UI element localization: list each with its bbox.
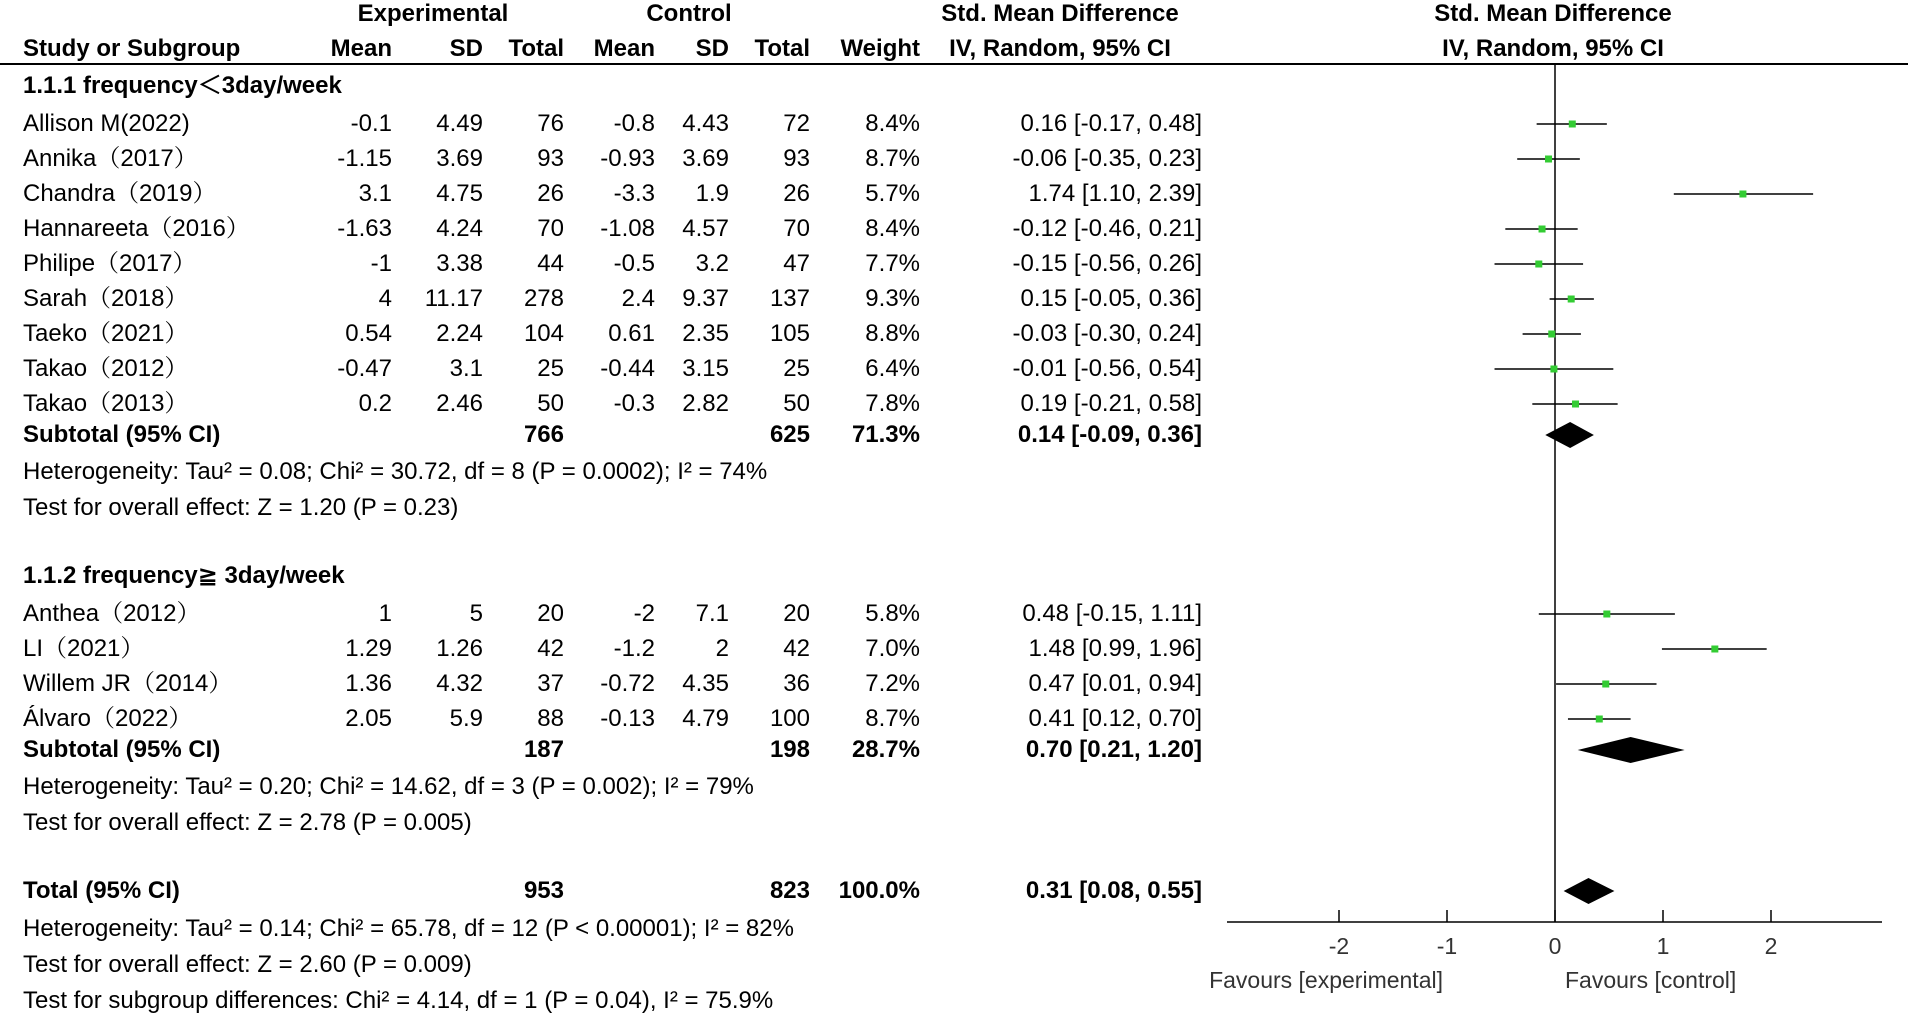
study-name: Willem JR（2014） (23, 670, 233, 697)
study-exp-mean: 3.1 (358, 180, 392, 207)
study-point (1572, 401, 1579, 408)
study-ctl-mean: -0.93 (600, 145, 655, 172)
study-ctl-mean: -1.2 (613, 635, 655, 662)
study-ctl-sd: 7.1 (695, 600, 729, 627)
study-exp-total: 26 (537, 180, 564, 207)
study-name: Takao（2013） (23, 390, 189, 417)
subgroup-title: 1.1.2 frequency≧ 3day/week (23, 562, 345, 589)
study-exp-total: 76 (537, 110, 564, 137)
study-exp-mean: 1.36 (345, 670, 392, 697)
study-name: Álvaro（2022） (23, 705, 193, 732)
study-ci-text: 0.48 [-0.15, 1.11] (1022, 600, 1202, 627)
header-col-exp-mean: Mean (330, 35, 392, 62)
study-ctl-mean: -0.5 (613, 250, 655, 277)
study-weight: 8.7% (865, 145, 920, 172)
study-exp-mean: 1 (378, 600, 392, 627)
study-exp-total: 20 (537, 600, 564, 627)
pooled-diamond (1564, 878, 1615, 904)
subtotal-label: Subtotal (95% CI) (23, 736, 221, 763)
study-ctl-total: 137 (769, 285, 810, 312)
study-exp-total: 104 (523, 320, 564, 347)
pooled-diamond (1578, 737, 1685, 763)
study-exp-mean: -1.15 (337, 145, 392, 172)
study-exp-mean: 2.05 (345, 705, 392, 732)
study-point (1550, 366, 1557, 373)
study-ci-text: 1.48 [0.99, 1.96] (1028, 635, 1202, 662)
study-name: Allison M(2022) (23, 110, 190, 137)
header-col-ctl-mean: Mean (593, 35, 655, 62)
study-ctl-sd: 1.9 (695, 180, 729, 207)
study-ctl-mean: -1.08 (600, 215, 655, 242)
subgroup-overall-effect: Test for overall effect: Z = 2.78 (P = 0.005) (23, 809, 472, 836)
study-ctl-sd: 4.35 (682, 670, 729, 697)
subtotal-exp-total: 187 (523, 736, 564, 763)
study-point (1535, 261, 1542, 268)
study-ctl-total: 105 (769, 320, 810, 347)
subgroup-title: 1.1.1 frequency＜3day/week (23, 72, 342, 99)
study-ci-text: -0.03 [-0.30, 0.24] (1012, 320, 1202, 347)
study-name: Sarah（2018） (23, 285, 189, 312)
study-ctl-total: 47 (783, 250, 810, 277)
study-ci-text: 0.16 [-0.17, 0.48] (1020, 110, 1202, 137)
total-label: Total (95% CI) (23, 877, 180, 904)
study-ctl-sd: 2.82 (682, 390, 729, 417)
subtotal-weight: 28.7% (851, 736, 920, 763)
study-exp-sd: 11.17 (424, 285, 483, 312)
x-axis-tick-label: -2 (1328, 933, 1350, 959)
study-ctl-mean: -0.3 (613, 390, 655, 417)
study-ctl-mean: -2 (633, 600, 655, 627)
study-exp-total: 93 (537, 145, 564, 172)
pooled-diamond (1545, 422, 1594, 448)
x-axis-tick-label: 0 (1548, 933, 1562, 959)
total-exp-total: 953 (523, 877, 564, 904)
study-ci-text: 1.74 [1.10, 2.39] (1028, 180, 1202, 207)
study-ctl-mean: -0.13 (600, 705, 655, 732)
study-weight: 7.0% (865, 635, 920, 662)
subgroup-heterogeneity: Heterogeneity: Tau² = 0.20; Chi² = 14.62, df = 3 (P = 0.002); I² = 79% (23, 773, 754, 800)
x-axis-tick-label: -1 (1436, 933, 1458, 959)
study-ci-text: -0.06 [-0.35, 0.23] (1012, 145, 1202, 172)
study-ctl-mean: -0.8 (613, 110, 655, 137)
study-exp-sd: 3.1 (449, 355, 483, 382)
study-ctl-sd: 3.69 (682, 145, 729, 172)
study-exp-mean: -1 (370, 250, 392, 277)
subtotal-exp-total: 766 (523, 421, 564, 448)
study-weight: 7.2% (865, 670, 920, 697)
study-weight: 8.8% (865, 320, 920, 347)
study-ctl-sd: 2 (715, 635, 729, 662)
study-ctl-total: 26 (783, 180, 810, 207)
total-ci-text: 0.31 [0.08, 0.55] (1025, 877, 1202, 904)
study-exp-sd: 5 (469, 600, 483, 627)
subtotal-label: Subtotal (95% CI) (23, 421, 221, 448)
study-point (1602, 681, 1609, 688)
study-weight: 5.8% (865, 600, 920, 627)
subgroup-heterogeneity: Heterogeneity: Tau² = 0.08; Chi² = 30.72, df = 8 (P = 0.0002); I² = 74% (23, 458, 768, 485)
study-exp-total: 25 (537, 355, 564, 382)
study-point (1596, 716, 1603, 723)
study-weight: 7.8% (865, 390, 920, 417)
study-exp-sd: 5.9 (449, 705, 483, 732)
study-ctl-sd: 3.2 (695, 250, 729, 277)
study-exp-sd: 1.26 (436, 635, 483, 662)
study-ci-text: 0.15 [-0.05, 0.36] (1020, 285, 1202, 312)
total-overall-effect: Test for overall effect: Z = 2.60 (P = 0.009) (23, 951, 472, 978)
study-ctl-sd: 4.79 (682, 705, 729, 732)
study-name: Taeko（2021） (23, 320, 189, 347)
study-exp-total: 44 (537, 250, 564, 277)
study-ctl-total: 50 (783, 390, 810, 417)
study-ci-text: -0.01 [-0.56, 0.54] (1012, 355, 1202, 382)
header-group-control: Control (646, 0, 732, 27)
header-plot-subtitle: IV, Random, 95% CI (1442, 35, 1664, 62)
study-weight: 8.4% (865, 215, 920, 242)
study-exp-sd: 3.69 (436, 145, 483, 172)
study-exp-sd: 3.38 (436, 250, 483, 277)
study-point (1739, 191, 1746, 198)
study-ctl-total: 93 (783, 145, 810, 172)
study-exp-sd: 4.32 (436, 670, 483, 697)
study-ci-text: -0.15 [-0.56, 0.26] (1012, 250, 1202, 277)
study-exp-sd: 2.46 (436, 390, 483, 417)
study-ctl-total: 25 (783, 355, 810, 382)
header-effect-subtitle: IV, Random, 95% CI (949, 35, 1171, 62)
header-col-exp-sd: SD (449, 35, 483, 62)
favours-control-label: Favours [control] (1565, 967, 1737, 993)
total-heterogeneity: Heterogeneity: Tau² = 0.14; Chi² = 65.78, df = 12 (P < 0.00001); I² = 82% (23, 915, 794, 942)
study-exp-mean: -1.63 (337, 215, 392, 242)
study-exp-total: 70 (537, 215, 564, 242)
study-exp-mean: 1.29 (345, 635, 392, 662)
study-ctl-sd: 4.43 (682, 110, 729, 137)
study-weight: 8.4% (865, 110, 920, 137)
subtotal-ctl-total: 625 (769, 421, 810, 448)
study-ci-text: 0.41 [0.12, 0.70] (1028, 705, 1202, 732)
subtotal-ci-text: 0.70 [0.21, 1.20] (1025, 736, 1202, 763)
header-col-study: Study or Subgroup (23, 35, 241, 62)
study-weight: 5.7% (865, 180, 920, 207)
study-exp-total: 42 (537, 635, 564, 662)
study-ci-text: -0.12 [-0.46, 0.21] (1012, 215, 1202, 242)
study-ctl-total: 100 (769, 705, 810, 732)
header-col-ctl-sd: SD (695, 35, 729, 62)
study-name: Takao（2012） (23, 355, 189, 382)
study-exp-total: 88 (537, 705, 564, 732)
study-exp-total: 50 (537, 390, 564, 417)
subtotal-ci-text: 0.14 [-0.09, 0.36] (1017, 421, 1202, 448)
study-ctl-sd: 9.37 (682, 285, 729, 312)
study-name: Philipe（2017） (23, 250, 197, 277)
study-exp-sd: 2.24 (436, 320, 483, 347)
study-exp-total: 278 (523, 285, 564, 312)
header-col-ctl-total: Total (754, 35, 810, 62)
study-ctl-sd: 3.15 (682, 355, 729, 382)
study-name: Annika（2017） (23, 145, 198, 172)
study-ctl-mean: 2.4 (621, 285, 655, 312)
x-axis-tick-label: 1 (1656, 933, 1670, 959)
x-axis-tick-label: 2 (1764, 933, 1778, 959)
study-weight: 8.7% (865, 705, 920, 732)
study-name: Chandra（2019） (23, 180, 217, 207)
study-ci-text: 0.19 [-0.21, 0.58] (1020, 390, 1202, 417)
subtotal-ctl-total: 198 (769, 736, 810, 763)
study-ctl-total: 42 (783, 635, 810, 662)
study-ctl-total: 36 (783, 670, 810, 697)
study-name: Hannareeta（2016） (23, 215, 250, 242)
study-ctl-mean: -0.72 (600, 670, 655, 697)
favours-experimental-label: Favours [experimental] (1209, 967, 1443, 993)
subgroup-overall-effect: Test for overall effect: Z = 1.20 (P = 0.23) (23, 494, 459, 521)
study-exp-total: 37 (537, 670, 564, 697)
study-weight: 9.3% (865, 285, 920, 312)
study-exp-sd: 4.75 (436, 180, 483, 207)
study-exp-mean: 4 (378, 285, 392, 312)
study-weight: 6.4% (865, 355, 920, 382)
header-col-weight: Weight (840, 35, 920, 62)
header-col-exp-total: Total (508, 35, 564, 62)
study-point (1539, 226, 1546, 233)
study-exp-mean: -0.47 (337, 355, 392, 382)
study-point (1568, 296, 1575, 303)
study-ctl-total: 70 (783, 215, 810, 242)
subtotal-weight: 71.3% (851, 421, 920, 448)
study-exp-mean: 0.2 (358, 390, 392, 417)
study-weight: 7.7% (865, 250, 920, 277)
study-point (1603, 611, 1610, 618)
study-point (1545, 156, 1552, 163)
header-effect-title: Std. Mean Difference (941, 0, 1179, 27)
study-exp-sd: 4.24 (436, 215, 483, 242)
study-ctl-mean: 0.61 (608, 320, 655, 347)
study-exp-sd: 4.49 (436, 110, 483, 137)
study-exp-mean: 0.54 (345, 320, 392, 347)
total-weight: 100.0% (838, 877, 920, 904)
study-ctl-mean: -3.3 (613, 180, 655, 207)
study-ctl-sd: 4.57 (682, 215, 729, 242)
header-plot-title: Std. Mean Difference (1434, 0, 1672, 27)
study-ctl-mean: -0.44 (600, 355, 655, 382)
subgroup-differences-test: Test for subgroup differences: Chi² = 4.14, df = 1 (P = 0.04), I² = 75.9% (23, 987, 774, 1014)
study-ctl-total: 20 (783, 600, 810, 627)
study-point (1548, 331, 1555, 338)
study-ctl-sd: 2.35 (682, 320, 729, 347)
study-point (1569, 121, 1576, 128)
header-group-experimental: Experimental (357, 0, 509, 27)
total-ctl-total: 823 (769, 877, 810, 904)
study-ci-text: 0.47 [0.01, 0.94] (1028, 670, 1202, 697)
study-name: Anthea（2012） (23, 600, 201, 627)
study-name: LI（2021） (23, 635, 145, 662)
study-exp-mean: -0.1 (350, 110, 392, 137)
study-point (1711, 646, 1718, 653)
study-ctl-total: 72 (783, 110, 810, 137)
